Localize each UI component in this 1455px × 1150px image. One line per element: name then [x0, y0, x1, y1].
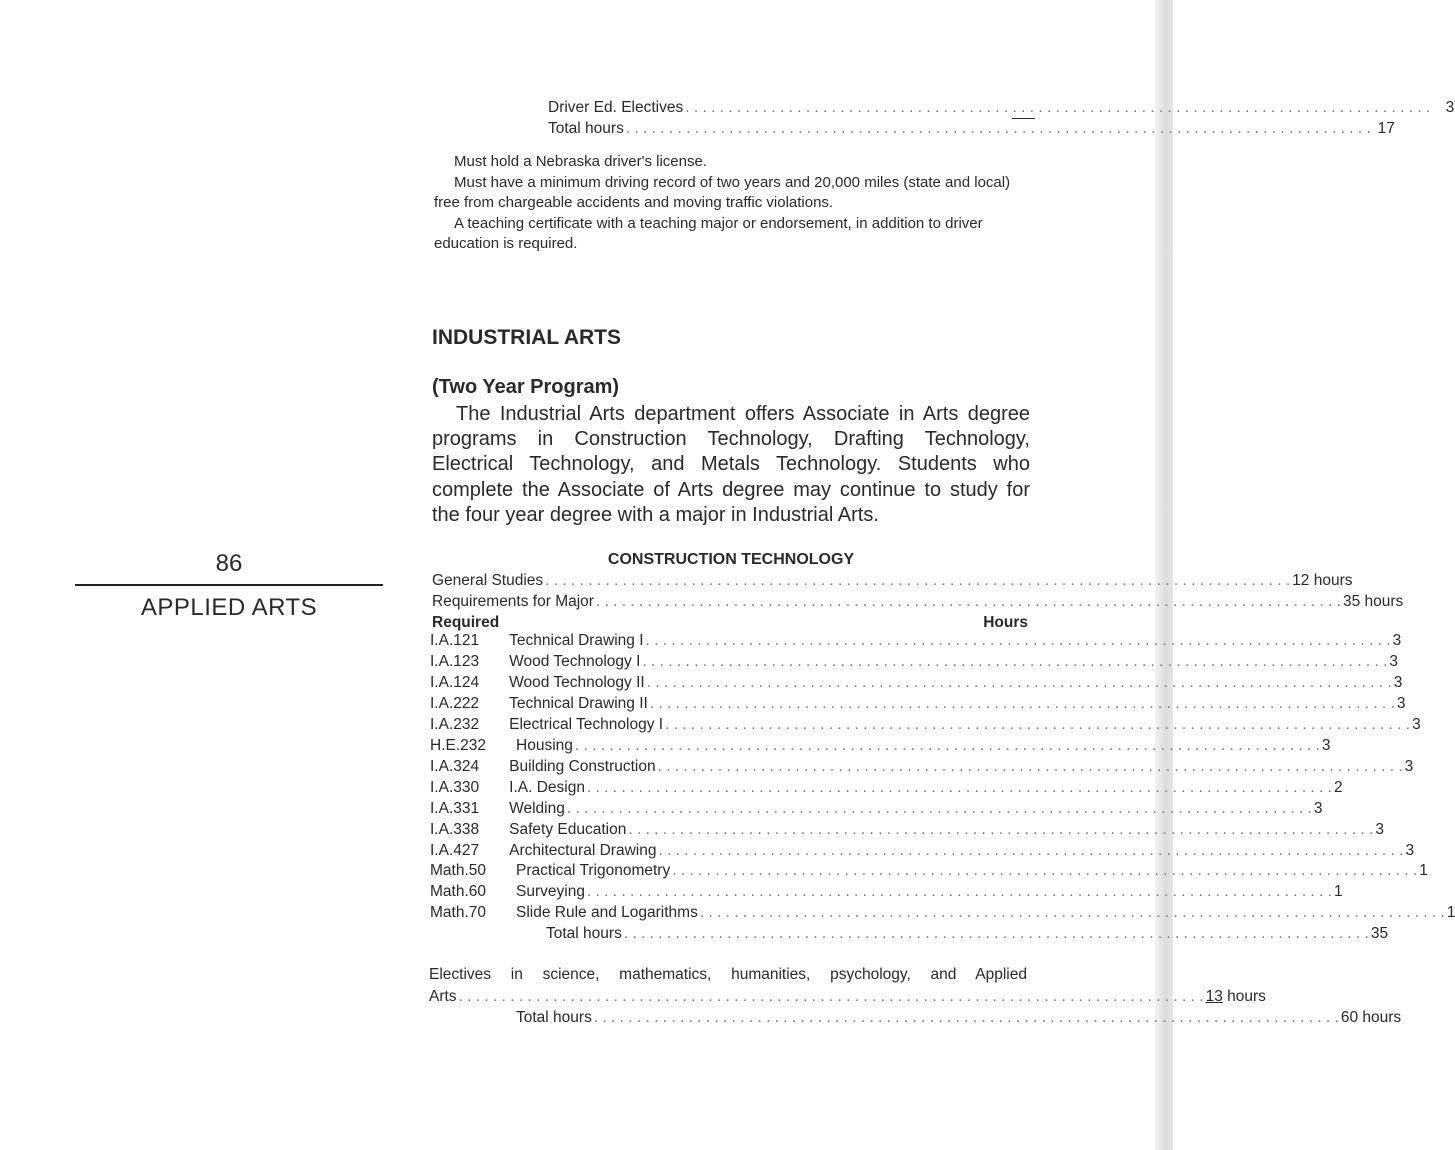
course-row — [430, 674, 1403, 695]
courses-total-label: Total hours — [546, 925, 622, 942]
general-studies-hours: 12 hours — [1292, 572, 1353, 589]
course-hours: 3 — [1393, 674, 1403, 691]
dot-leader — [646, 632, 1391, 650]
dot-leader — [647, 674, 1392, 692]
course-number: 330 — [453, 779, 480, 796]
driver-ed-electives-hours: 3 — [1445, 99, 1455, 116]
course-title: Technical Drawing II — [509, 695, 648, 712]
two-year-program-heading: (Two Year Program) — [432, 376, 620, 398]
section-title: APPLIED ARTS — [140, 594, 318, 621]
course-row — [430, 695, 1406, 716]
course-row — [430, 779, 1343, 800]
driver-ed-total-row — [548, 120, 1395, 138]
course-dept: I.A. — [430, 674, 454, 691]
course-dept: H.E. — [430, 737, 461, 754]
grand-total-label: Total hours — [516, 1009, 592, 1026]
course-title: Housing — [516, 737, 573, 754]
dot-leader — [459, 988, 1204, 1006]
course-title: Safety Education — [509, 821, 627, 838]
general-studies-label: General Studies — [432, 572, 544, 589]
general-studies-row — [432, 572, 1353, 590]
course-hours: 2 — [1333, 779, 1343, 796]
construction-technology-title: CONSTRUCTION TECHNOLOGY — [607, 551, 855, 568]
hours-header: Hours — [983, 614, 1028, 631]
course-dept: Math. — [430, 904, 469, 921]
course-number: 124 — [453, 674, 480, 691]
course-hours: 3 — [1412, 716, 1421, 733]
course-row — [430, 716, 1421, 737]
electives-line: Electives in science, mathematics, humanities, psychology, and Applied — [429, 966, 1027, 983]
dot-leader — [567, 800, 1312, 818]
course-row — [430, 842, 1415, 863]
dot-leader — [700, 904, 1445, 922]
course-hours: 3 — [1392, 632, 1402, 649]
course-hours: 3 — [1404, 758, 1414, 775]
course-title: Technical Drawing I — [509, 632, 644, 649]
driver-ed-total-hours: 17 — [1377, 120, 1395, 137]
page-number: 86 — [215, 550, 243, 577]
dot-leader — [587, 883, 1332, 901]
industrial-arts-heading: INDUSTRIAL ARTS — [432, 326, 621, 349]
dot-leader — [628, 821, 1373, 839]
course-dept: I.A. — [430, 632, 454, 649]
note-certificate: A teaching certificate with a teaching major or endorsement, in addition to driver education is required. — [434, 214, 983, 252]
course-dept: I.A. — [430, 716, 454, 733]
industrial-arts-intro: The Industrial Arts department offers Associate in Arts degree programs in Construction Technology, Drafting Technology, Electrical Technology, and Metals Technology. Students who complete the Associate of Arts degree may continue to study for the four year degree with a major in Industrial Arts. — [432, 403, 1030, 526]
course-dept: I.A. — [430, 758, 454, 775]
note-driving-record: Must have a minimum driving record of two years and 20,000 miles (state and local) free from chargeable accidents and moving traffic violations. — [434, 173, 1011, 211]
course-title: Architectural Drawing — [509, 842, 657, 859]
course-dept: I.A. — [430, 800, 454, 817]
course-row — [430, 904, 1455, 925]
dot-leader — [665, 716, 1410, 734]
dot-leader — [624, 925, 1369, 943]
courses-total-row — [546, 925, 1389, 943]
course-number: 121 — [453, 632, 480, 649]
major-requirements-row — [432, 593, 1404, 611]
course-title: Wood Technology II — [509, 674, 645, 691]
course-number: 222 — [453, 695, 480, 712]
course-number: 232 — [453, 716, 480, 733]
grand-total-hours: 60 hours — [1340, 1009, 1402, 1026]
course-row — [430, 653, 1399, 674]
driver-ed-electives-label: Driver Ed. Electives — [548, 99, 684, 116]
electives-hours-number: 13 — [1205, 988, 1223, 1005]
grand-total-row — [516, 1009, 1402, 1027]
course-hours: 1 — [1446, 904, 1455, 921]
note-license: Must hold a Nebraska driver's license. — [454, 153, 707, 170]
course-number: 232 — [460, 737, 487, 754]
course-dept: I.A. — [430, 653, 454, 670]
course-number: 338 — [453, 821, 480, 838]
dot-leader — [658, 758, 1403, 776]
course-hours: 3 — [1313, 800, 1323, 817]
dot-leader — [642, 653, 1387, 671]
course-number: 324 — [453, 758, 480, 775]
sidebar-divider — [75, 584, 383, 586]
courses-total-hours: 35 — [1370, 925, 1389, 942]
electives-arts-row — [429, 988, 1266, 1006]
driver-ed-notes — [434, 152, 1034, 255]
course-title: Surveying — [516, 883, 585, 900]
driver-ed-total-label: Total hours — [548, 120, 624, 137]
course-dept: Math. — [430, 883, 469, 900]
course-number: 123 — [453, 653, 480, 670]
course-row — [430, 883, 1343, 904]
course-number: 50 — [468, 862, 487, 879]
course-dept: I.A. — [430, 842, 454, 859]
course-number: 70 — [468, 904, 487, 921]
dot-leader — [672, 862, 1417, 880]
course-title: Slide Rule and Logarithms — [516, 904, 698, 921]
dot-leader — [685, 99, 1430, 117]
course-hours: 3 — [1375, 821, 1384, 838]
course-dept: I.A. — [430, 779, 454, 796]
course-title: I.A. Design — [509, 779, 585, 796]
course-hours: 3 — [1396, 695, 1406, 712]
dot-leader — [596, 593, 1341, 611]
course-dept: I.A. — [430, 821, 454, 838]
dot-leader — [575, 737, 1320, 755]
course-row — [430, 737, 1331, 758]
course-title: Electrical Technology I — [509, 716, 664, 733]
course-title: Wood Technology I — [509, 653, 641, 670]
course-hours: 3 — [1389, 653, 1399, 670]
course-dept: Math. — [430, 862, 469, 879]
dot-leader — [594, 1009, 1339, 1027]
electives-hours-unit: hours — [1222, 988, 1266, 1005]
course-title: Building Construction — [509, 758, 656, 775]
course-hours: 1 — [1419, 862, 1428, 879]
course-row — [430, 758, 1414, 779]
course-row — [430, 821, 1384, 842]
course-number: 60 — [468, 883, 487, 900]
required-header: Required — [432, 614, 500, 631]
course-dept: I.A. — [430, 695, 454, 712]
electives-arts-label: Arts — [429, 988, 457, 1005]
course-title: Practical Trigonometry — [516, 862, 671, 879]
dot-leader — [658, 842, 1403, 860]
course-number: 331 — [453, 800, 480, 817]
course-hours: 3 — [1405, 842, 1415, 859]
electives-hours — [1206, 988, 1266, 1006]
dot-leader — [626, 120, 1371, 138]
course-number: 427 — [453, 842, 480, 859]
course-hours: 1 — [1333, 883, 1343, 900]
major-requirements-label: Requirements for Major — [432, 593, 594, 610]
dot-leader — [650, 695, 1395, 713]
course-row — [430, 800, 1323, 821]
dot-leader — [587, 779, 1332, 797]
course-row — [430, 632, 1402, 653]
course-row — [430, 862, 1428, 883]
driver-ed-electives-row — [548, 99, 1455, 117]
major-requirements-hours: 35 hours — [1342, 593, 1404, 610]
course-title: Welding — [509, 800, 565, 817]
course-hours: 3 — [1321, 737, 1331, 754]
total-underline-rule — [1012, 118, 1035, 119]
dot-leader — [545, 572, 1290, 590]
